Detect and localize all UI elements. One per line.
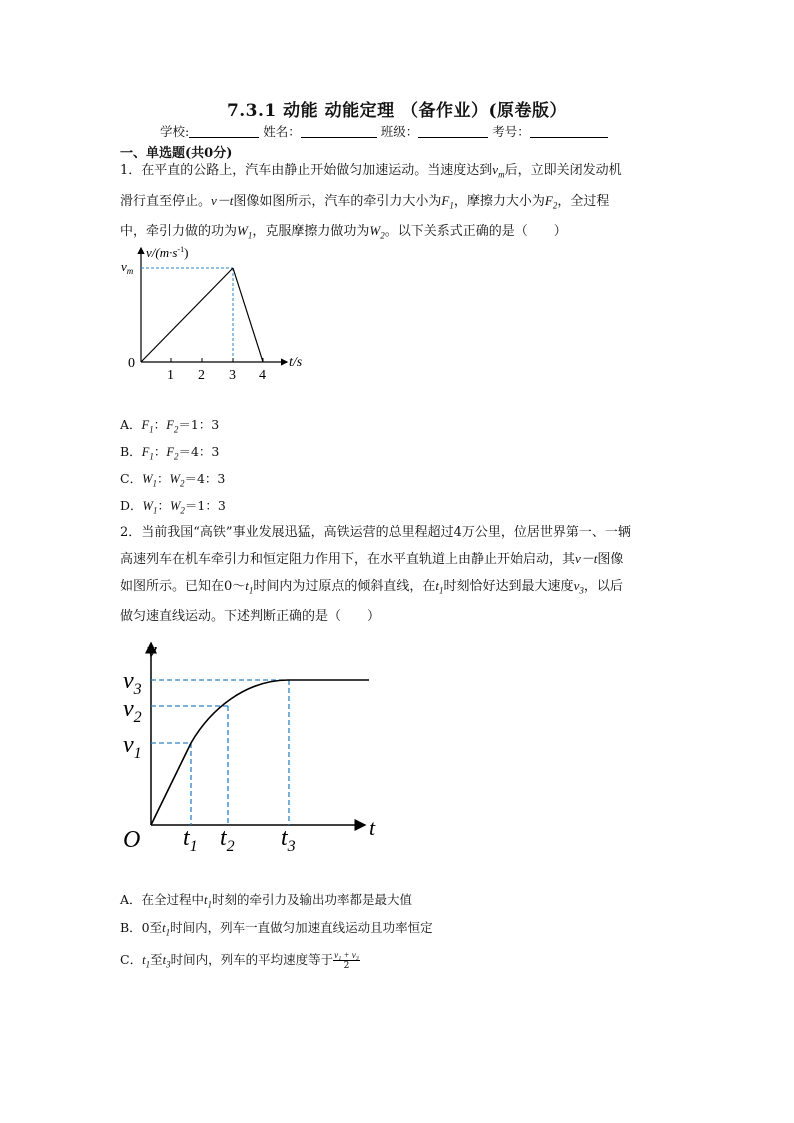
q2-option-c-fraction: $\frac{\text{v₁ + v₃}}{2}$ — [334, 950, 359, 971]
q1-tick-1: 1 — [167, 368, 174, 383]
q2-vt-graph — [115, 635, 395, 860]
q1-accel-line — [141, 268, 233, 362]
exam-no-label: 考号： — [492, 124, 530, 139]
q2-t2-label: $t_2$ — [220, 825, 235, 855]
q2-line-4: 做匀速直线运动。下述判断正确的是（ ） — [120, 608, 381, 624]
q1-tick-3: 3 — [229, 368, 236, 383]
q2-origin: O — [123, 827, 141, 853]
q2-option-a[interactable]: A．在全过程中$t_1$时刻的牵引力及输出功率都是最大值 — [120, 892, 413, 910]
page-title: 7.3.1 动能 动能定理 （备作业）(原卷版） — [226, 101, 568, 121]
q2-t-axis-label: t — [369, 815, 376, 840]
q1-tick-2: 2 — [198, 368, 205, 383]
question-2-stem — [120, 520, 660, 630]
q2-velocity-curve — [151, 680, 369, 825]
q1-vt-graph — [115, 240, 315, 385]
q2-line-2: 高速列车在机车牵引力和恒定阻力作用下，在水平直轨道上由静止开始启动，其v－t图像 — [120, 551, 624, 567]
school-blank[interactable] — [189, 125, 259, 138]
q1-line-3: 中，牵引力做的功为$W_1$，克服摩擦力做功为$W_2$。以下关系式正确的是（ ） — [120, 223, 567, 241]
q2-v1-label: $v_1$ — [123, 732, 142, 762]
q1-ylabel: $v/(m\cdot s^{-1})$ — [146, 245, 189, 260]
q2-t1-label: $t_1$ — [183, 825, 198, 855]
q2-option-b[interactable]: B．0至$t_1$时间内，列车一直做匀加速直线运动且功率恒定 — [120, 920, 433, 938]
section-heading: 一、单选题(共0分) — [120, 146, 233, 161]
q2-t3-label: $t_3$ — [281, 825, 296, 855]
q2-v2-label: $v_2$ — [123, 696, 142, 726]
name-blank[interactable] — [301, 125, 377, 138]
q1-line-1: 1．在平直的公路上，汽车由静止开始做匀加速运动。当速度达到$v_m$后，立即关闭发动机 — [120, 162, 622, 180]
q2-v3-label: $v_3$ — [123, 668, 142, 698]
q1-decel-line — [233, 268, 263, 362]
class-blank[interactable] — [418, 125, 488, 138]
name-label: 姓名： — [263, 124, 301, 139]
q2-option-c[interactable]: C．$t_1$至$t_3$时间内，列车的平均速度等于 $\frac{\text{v₁ + v₃}}{2}$ — [120, 950, 359, 971]
question-1-stem — [120, 157, 660, 249]
q1-tick-4: 4 — [259, 368, 266, 383]
q1-option-d[interactable]: D．$W_1$：$W_2=1$：3 — [120, 498, 226, 516]
exam-no-blank[interactable] — [530, 125, 608, 138]
q1-option-b[interactable]: B．$F_1$：$F_2=4$：3 — [120, 444, 220, 462]
q2-line-1: 2．当前我国“高铁”事业发展迅猛，高铁运营的总里程超过4万公里，位居世界第一、一辆 — [120, 525, 631, 540]
q1-origin: 0 — [128, 356, 135, 371]
q2-line-3: 如图所示。已知在$0\sim t_1$时间内为过原点的倾斜直线，在$t_1$时刻恰好达到最大速度$v_3$，以后 — [120, 578, 623, 596]
q1-line-2: 滑行直至停止。v－t图像如图所示，汽车的牵引力大小为$F_1$，摩擦力大小为$F_2$，全过程 — [120, 192, 610, 211]
q1-vm-label: $v_m$ — [121, 259, 134, 276]
school-label: 学校: — [160, 124, 190, 139]
q1-option-a[interactable]: A．$F_1$：$F_2=1$：3 — [120, 417, 220, 435]
q1-option-c[interactable]: C．$W_1$：$W_2=4$：3 — [120, 471, 226, 489]
q2-v-axis-label: v — [147, 637, 157, 662]
student-info-line — [160, 122, 608, 140]
q1-xlabel: t/s — [289, 355, 303, 370]
q2-dashed-guides — [151, 680, 289, 825]
class-label: 班级： — [380, 124, 419, 139]
